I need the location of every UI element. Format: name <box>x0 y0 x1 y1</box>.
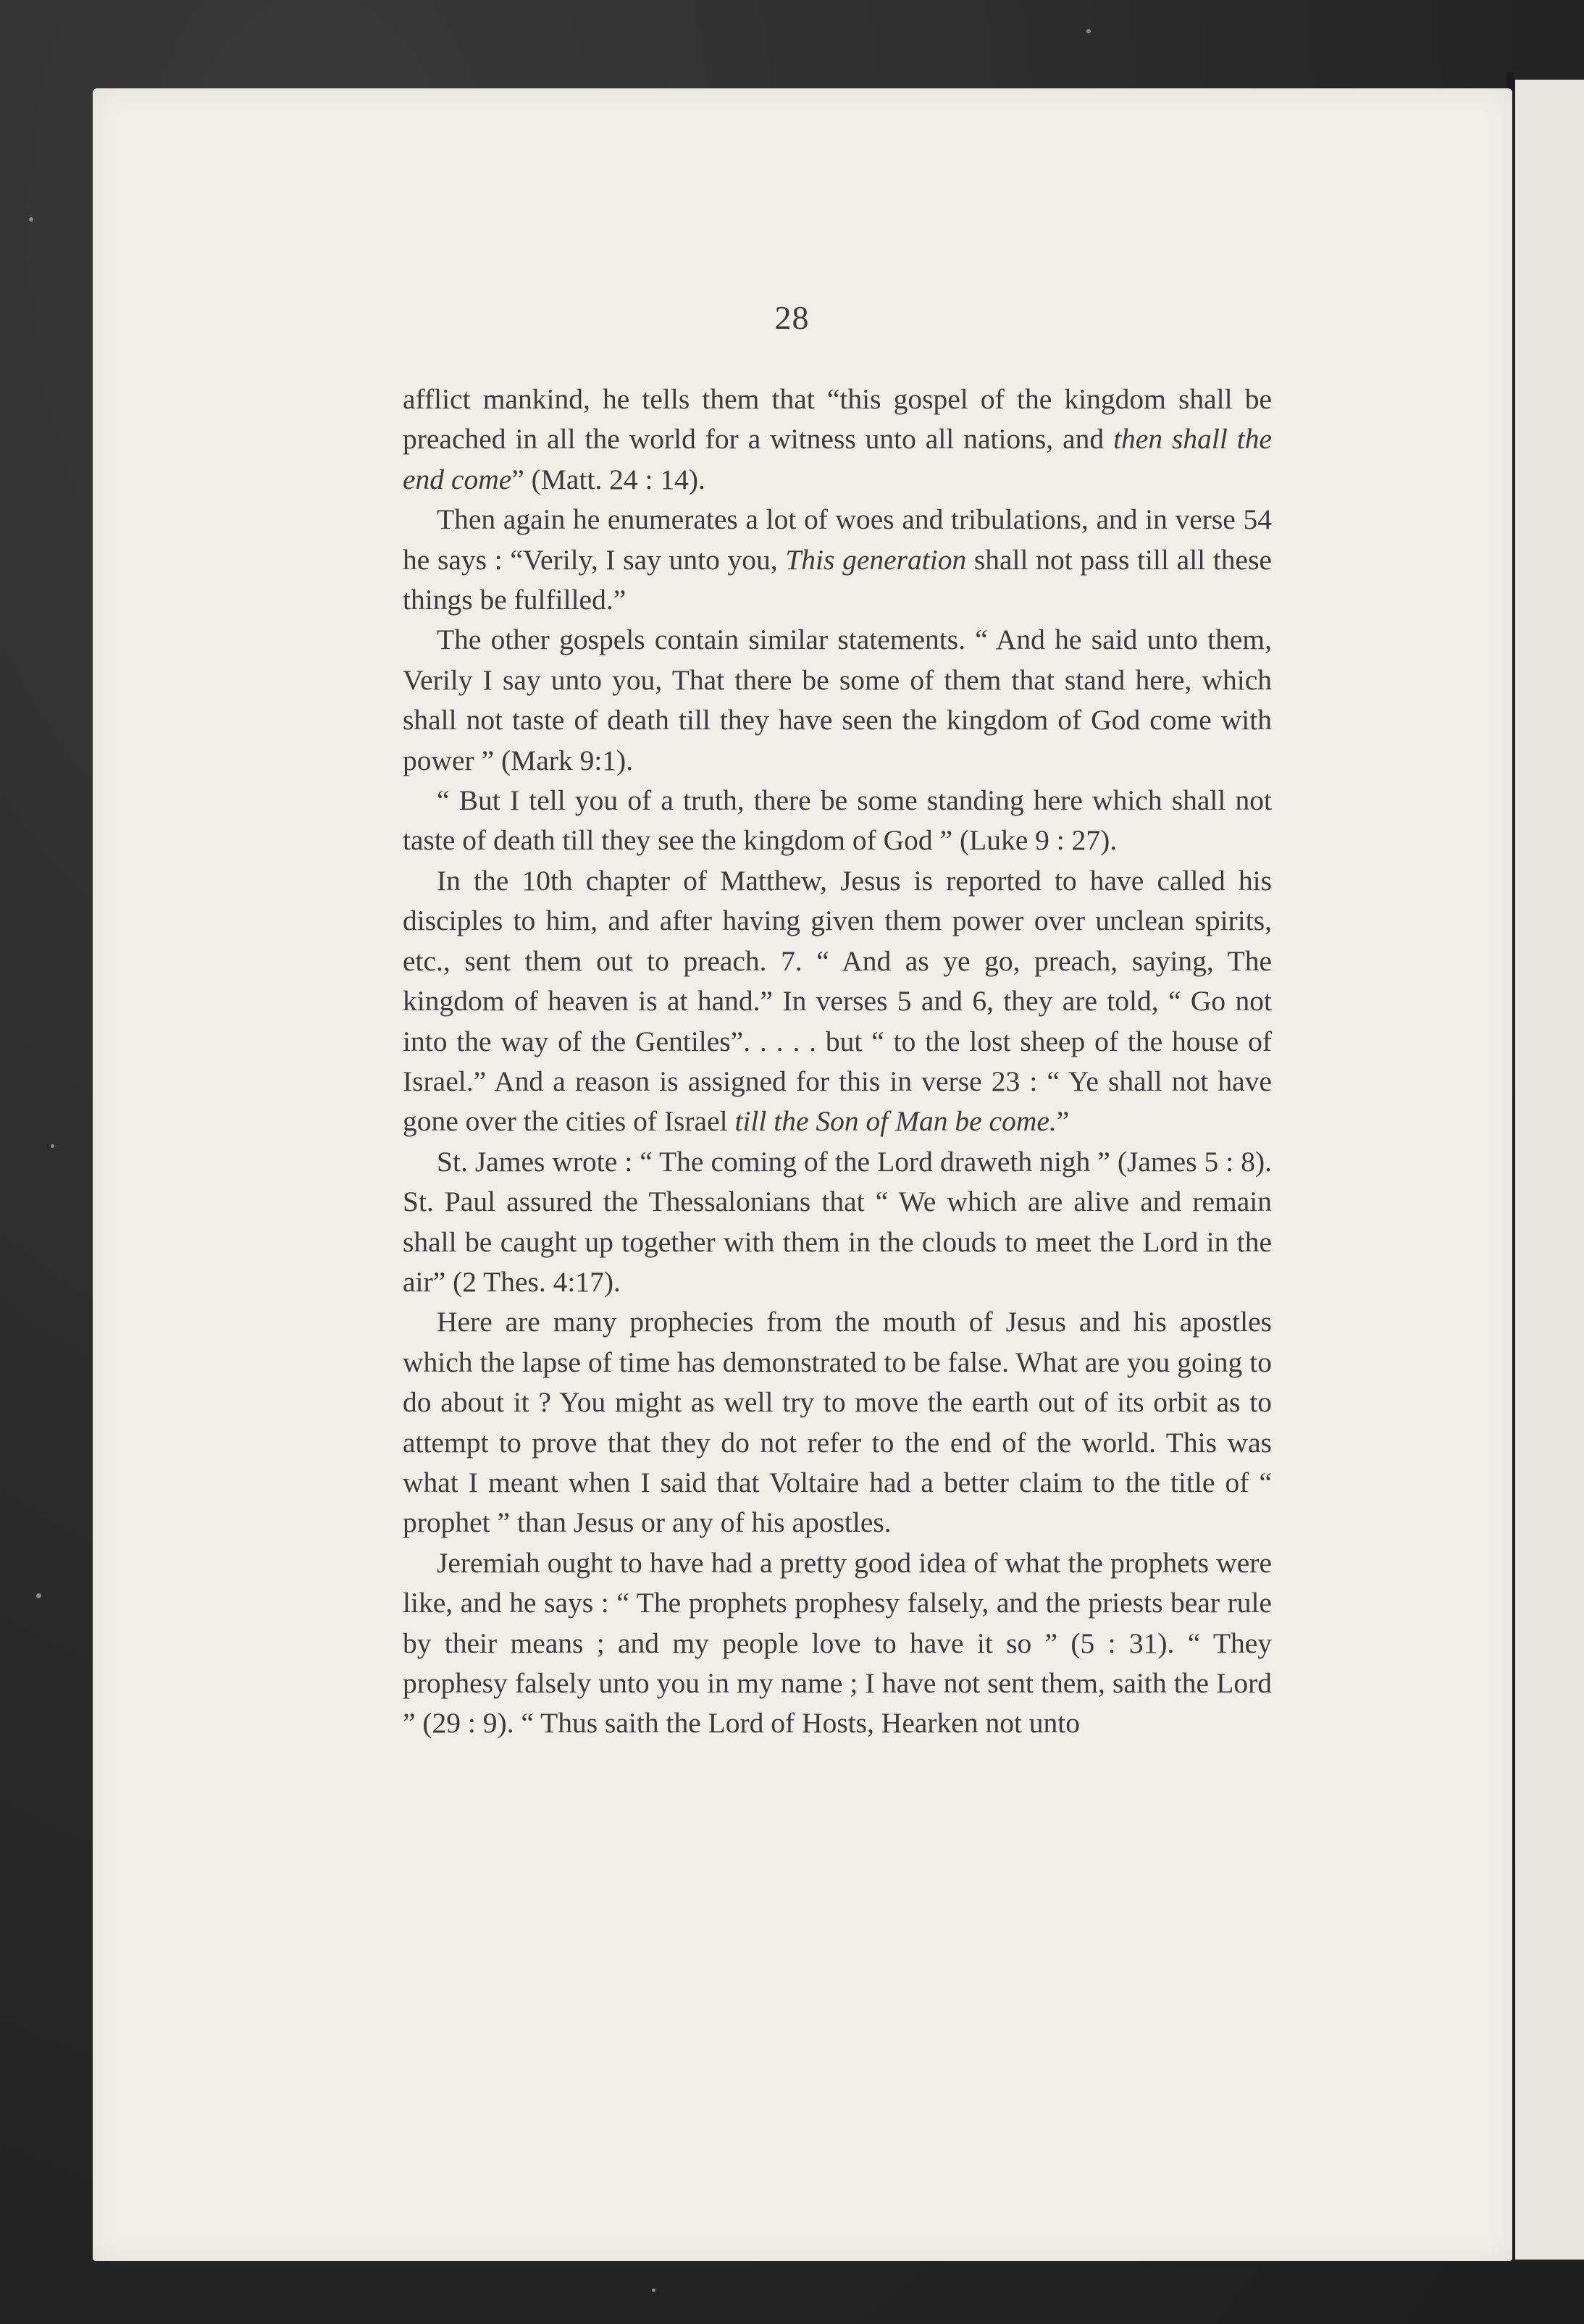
italic-run: then shall the end come <box>403 423 1272 495</box>
text-run: “ But I tell you of a truth, there be some standing here which shall not taste of death till they see the kingdom of God ” (Luke 9 : 27). <box>403 784 1272 857</box>
italic-run: This generation <box>785 543 967 576</box>
text-run: The other gospels contain similar statements. “ And he said unto them, Verily I say unto you, That there be some of them that stand here, which shall not taste of death till they have seen the kingdom of God come with power ” (Mark 9:1). <box>403 624 1272 776</box>
paragraph <box>403 781 1272 861</box>
scan-speck <box>652 2289 655 2292</box>
text-run: St. James wrote : “ The coming of the Lord draweth nigh ” (James 5 : 8). St. Paul assured the Thessalonians that “ We which are alive and remain shall be caught up together with them in the clouds to meet the Lord in the air” (2 Thes. 4:17). <box>403 1145 1272 1298</box>
paragraph <box>403 500 1272 620</box>
text-run: shall not pass till all these things be fulfilled.” <box>403 543 1272 616</box>
text-run: Then again he enumerates a lot of woes and tribulations, and in verse 54 he says : “Verily, I say unto you, <box>403 503 1272 576</box>
italic-run: till the Son of Man be come. <box>734 1105 1057 1138</box>
paragraph <box>403 620 1272 781</box>
scan-speck <box>1086 29 1091 33</box>
page-number: 28 <box>774 299 810 336</box>
paragraph <box>403 379 1272 500</box>
scan-speck <box>51 1144 54 1148</box>
adjacent-page-edge <box>1515 80 1584 2260</box>
paragraph <box>403 1543 1272 1744</box>
body-text <box>403 379 1272 1744</box>
text-run: ” (Matt. 24 : 14). <box>511 463 705 495</box>
paragraph <box>403 1142 1272 1303</box>
paragraph <box>403 1302 1272 1543</box>
scan-speck <box>36 1593 41 1598</box>
text-run: ” <box>1056 1105 1070 1138</box>
text-run: In the 10th chapter of Matthew, Jesus is reported to have called his disciples to him, and after having given them power over unclean spirits, etc., sent them out to preach. 7. “ And as ye go, preach, saying, The kingdom of heaven is at hand.” In verses 5 and 6, they are told, “ Go not into the way of the Gentiles”. . . . . but “ to the lost sheep of the house of Israel.” And a reason is assigned for this in verse 23 : “ Ye shall not have gone over the cities of Israel <box>403 864 1272 1138</box>
text-run: Jeremiah ought to have had a pretty good idea of what the prophets were like, and he says : “ The prophets prophesy falsely, and the priests bear rule by their means ; and my people love to have it so ” (5 : 31). “ They prophesy falsely unto you in my name ; I have not sent them, saith the Lord ” (29 : 9). “ Thus saith the Lord of Hosts, Hearken not unto <box>403 1546 1272 1740</box>
text-run: Here are many prophecies from the mouth of Jesus and his apostles which the lapse of time has demonstrated to be false. What are you going to do about it ? You might as well try to move the earth out of its orbit as to attempt to prove that they do not refer to the end of the world. This was what I meant when I said that Voltaire had a better claim to the title of “ prophet ” than Jesus or any of his apostles. <box>403 1306 1272 1539</box>
scan-speck <box>29 217 33 222</box>
text-run: afflict mankind, he tells them that “this gospel of the kingdom shall be preached in all the world for a witness unto all nations, and <box>403 383 1272 456</box>
paragraph <box>403 861 1272 1142</box>
